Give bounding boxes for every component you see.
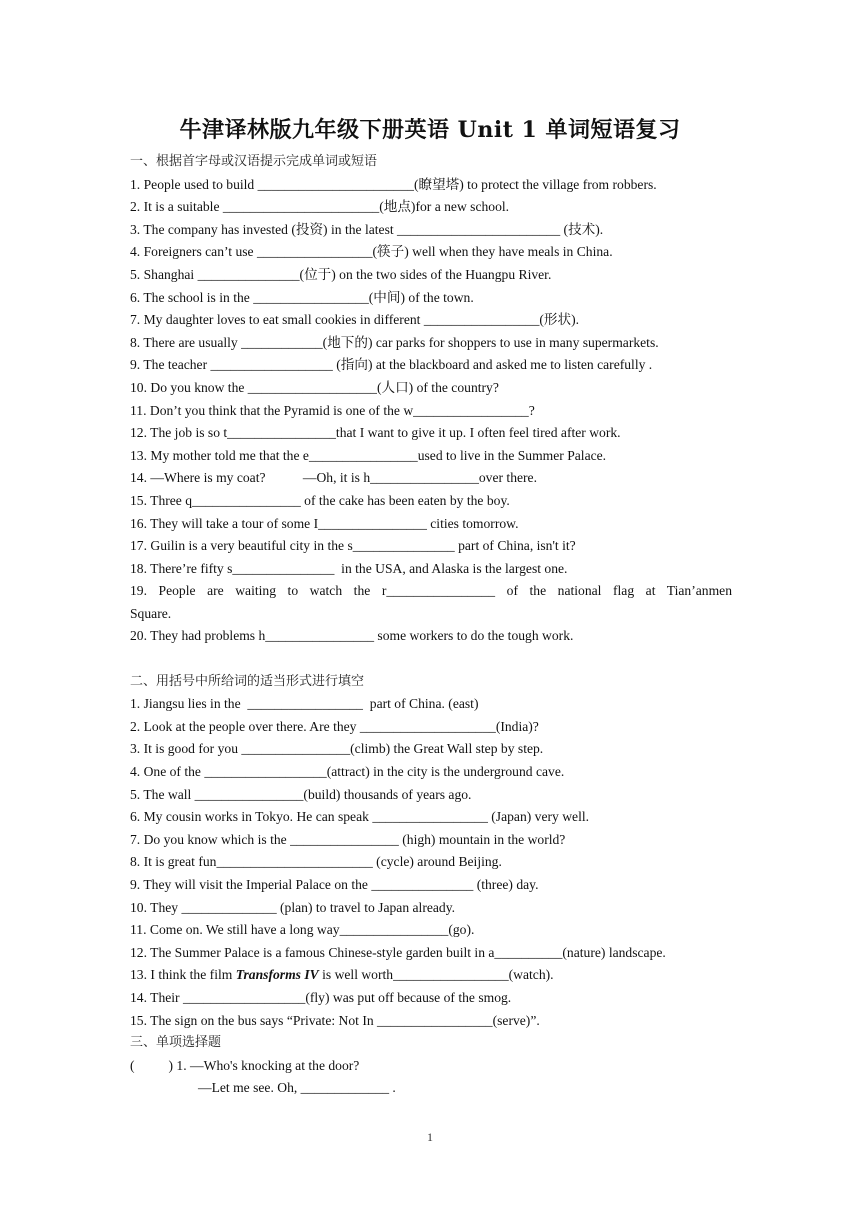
exercise-item: 1. Jiangsu lies in the _________________ part of China. (east) [130, 696, 479, 712]
exercise-item: 7. My daughter loves to eat small cookies in different _________________(形状). [130, 312, 580, 328]
exercise-item: 12. The job is so t________________that I want to give it up. I often feel tired after work. [130, 425, 621, 441]
exercise-item: 18. There’re fifty s_______________ in the USA, and Alaska is the largest one. [130, 560, 568, 576]
exercise-item: 16. They will take a tour of some I________________ cities tomorrow. [130, 515, 519, 531]
exercise-item: 14. —Where is my coat? —Oh, it is h________________over there. [130, 470, 537, 486]
exercise-item: 7. Do you know which is the ________________ (high) mountain in the world? [130, 831, 566, 847]
exercise-item: 11. Don’t you think that the Pyramid is one of the w_________________? [130, 402, 535, 418]
worksheet-content [130, 151, 732, 1100]
exercise-item: 9. The teacher __________________ (指向) at the blackboard and asked me to listen carefully . [130, 357, 653, 373]
exercise-item: 15. Three q________________ of the cake has been eaten by the boy. [130, 492, 510, 508]
section2-heading: 二、用括号中所给词的适当形式进行填空 [130, 673, 365, 689]
mc-question: ( ) 1. —Who's knocking at the door? [130, 1057, 360, 1073]
exercise-item: 13. My mother told me that the e________________used to live in the Summer Palace. [130, 447, 607, 463]
exercise-item: 10. Do you know the ___________________(人口) of the country? [130, 379, 499, 395]
page-title: 牛津译林版九年级下册英语 Unit 1 单词短语复习 [179, 117, 681, 143]
exercise-item: 2. Look at the people over there. Are they ____________________(India)? [130, 718, 539, 734]
exercise-item: 14. Their __________________(fly) was put off because of the smog. [130, 989, 512, 1005]
exercise-item: 8. It is great fun_______________________ (cycle) around Beijing. [130, 854, 502, 870]
exercise-item: 12. The Summer Palace is a famous Chinese-style garden built in a__________(nature) landscape. [130, 944, 666, 960]
section3-heading: 三、单项选择题 [130, 1035, 222, 1051]
exercise-item: 17. Guilin is a very beautiful city in the s_______________ part of China, isn't it? [130, 538, 576, 554]
exercise-item-continuation: Square. [130, 605, 172, 621]
exercise-item: 8. There are usually ____________(地下的) car parks for shoppers to use in many supermarkets. [130, 334, 659, 350]
mc-question-continuation: —Let me see. Oh, _____________ . [198, 1080, 396, 1096]
exercise-item: 3. The company has invested (投资) in the latest ________________________ (技术). [130, 221, 604, 237]
exercise-item: 6. The school is in the _________________(中间) of the town. [130, 289, 474, 305]
section1-heading: 一、根据首字母或汉语提示完成单词或短语 [130, 154, 378, 169]
exercise-item: 1. People used to build _______________________(瞭望塔) to protect the village from robbers. [130, 176, 657, 192]
exercise-item: 4. One of the __________________(attract) in the city is the underground cave. [130, 764, 565, 780]
exercise-item: 4. Foreigners can’t use _________________(筷子) well when they have meals in China. [130, 244, 613, 260]
page-number: 1 [427, 1130, 433, 1144]
exercise-item: 9. They will visit the Imperial Palace on the _______________ (three) day. [130, 877, 539, 892]
section-spacer [130, 648, 732, 671]
exercise-item: 2. It is a suitable _______________________(地点)for a new school. [130, 199, 510, 215]
exercise-item: 19. People are waiting to watch the r________________ of the national flag at Tian’anmen [130, 583, 732, 599]
exercise-item: 5. The wall ________________(build) thousands of years ago. [130, 786, 472, 802]
exercise-item: 6. My cousin works in Tokyo. He can speak _________________ (Japan) very well. [130, 809, 590, 825]
exercise-item: 15. The sign on the bus says “Private: Not In _________________(serve)”. [130, 1012, 540, 1028]
exercise-item: 3. It is good for you ________________(climb) the Great Wall step by step. [130, 741, 544, 757]
item13-suffix: is well worth_________________(watch). [318, 967, 554, 983]
exercise-item: 10. They ______________ (plan) to travel to Japan already. [130, 899, 456, 915]
item13-prefix: 13. I think the film [130, 967, 236, 983]
exercise-item: 11. Come on. We still have a long way________________(go). [130, 922, 475, 938]
exercise-item [130, 964, 732, 987]
film-title: Transforms IV [235, 967, 319, 983]
exercise-item: 20. They had problems h________________ some workers to do the tough work. [130, 628, 574, 644]
exercise-item: 5. Shanghai _______________(位于) on the two sides of the Huangpu River. [130, 266, 552, 282]
